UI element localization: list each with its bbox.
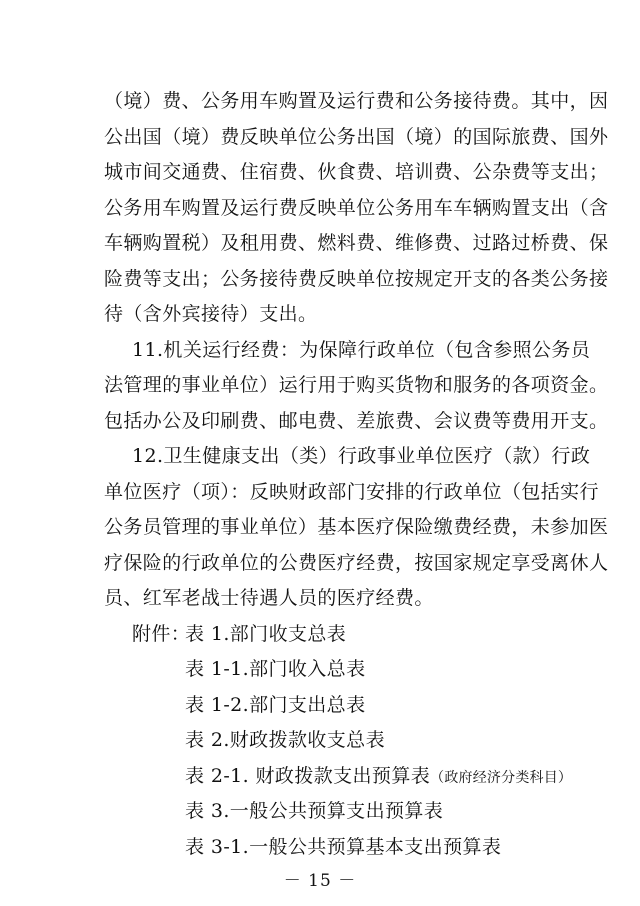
attachment-item-5: [185, 764, 572, 790]
body-line-6: 险费等支出；公务接待费反映单位按规定开支的各类公务接: [104, 268, 609, 290]
section-11-line-3: 包括办公及印刷费、邮电费、差旅费、会议费等费用开支。: [104, 410, 609, 432]
section-12-line-5: 员、红军老战士待遇人员的医疗经费。: [104, 587, 434, 609]
attachment-item-5-title: 表 2-1. 财政拨款支出预算表: [185, 765, 431, 787]
section-11-line-2: 法管理的事业单位）运行用于购买货物和服务的各项资金。: [104, 374, 609, 396]
body-line-2: 公出国（境）费反映单位公务出国（境）的国际旅费、国外: [104, 126, 609, 148]
body-line-3: 城市间交通费、住宿费、伙食费、培训费、公杂费等支出；: [104, 161, 609, 183]
attachment-item-2: 表 1-1.部门收入总表: [185, 658, 366, 680]
section-11-line-1: 11.机关运行经费：为保障行政单位（包含参照公务员: [132, 339, 591, 361]
attachment-item-5-note: （政府经济分类科目）: [430, 770, 573, 786]
attachments-label: 附件：: [132, 623, 191, 645]
body-line-7: 待（含外宾接待）支出。: [104, 303, 318, 325]
body-line-4: 公务用车购置及运行费反映单位公务用车车辆购置支出（含: [104, 197, 609, 219]
attachment-item-1: 表 1.部门收支总表: [185, 623, 347, 645]
attachment-item-6: 表 3.一般公共预算支出预算表: [185, 800, 444, 822]
attachment-item-3: 表 1-2.部门支出总表: [185, 694, 366, 716]
section-12-line-4: 疗保险的行政单位的公费医疗经费，按国家规定享受离休人: [104, 552, 609, 574]
section-12-line-2: 单位医疗（项）：反映财政部门安排的行政单位（包括实行: [104, 481, 599, 503]
section-12-line-3: 公务员管理的事业单位）基本医疗保险缴费经费，未参加医: [104, 516, 609, 538]
attachment-item-4: 表 2.财政拨款收支总表: [185, 729, 385, 751]
page-number: － 15 －: [283, 871, 357, 891]
body-line-1: （境）费、公务用车购置及运行费和公务接待费。其中，因: [104, 90, 609, 112]
body-line-5: 车辆购置税）及租用费、燃料费、维修费、过路过桥费、保: [104, 232, 609, 254]
section-12-line-1: 12.卫生健康支出（类）行政事业单位医疗（款）行政: [132, 445, 591, 467]
attachment-item-7: 表 3-1.一般公共预算基本支出预算表: [185, 836, 502, 858]
